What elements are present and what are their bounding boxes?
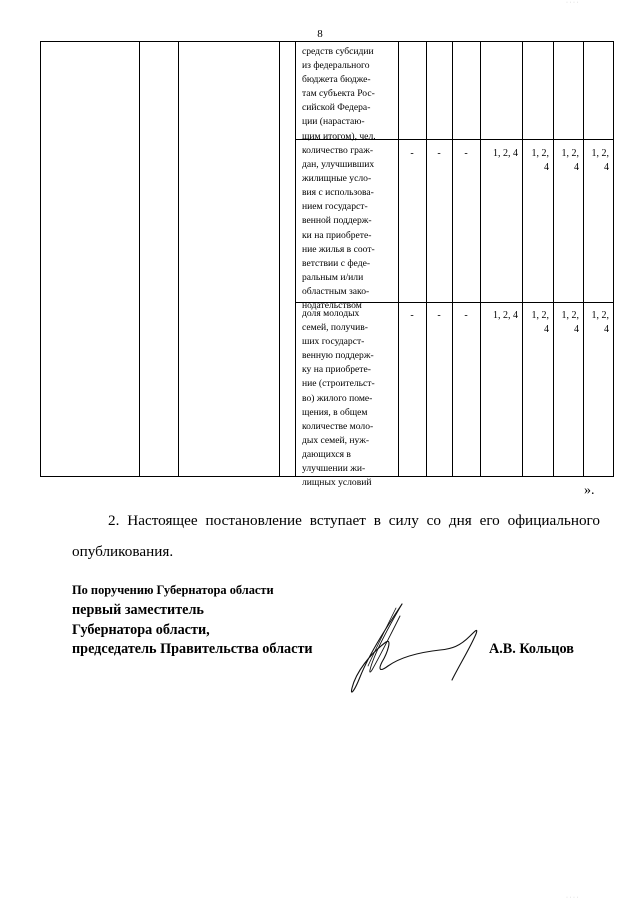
table-divider — [178, 41, 179, 477]
closing-quote: ». — [584, 483, 595, 498]
table-divider — [139, 41, 140, 477]
page-top-mark: · · · · — [566, 0, 579, 6]
indicator-cell: доля молодых семей, получив- ших государст- венную поддерж- ку на приобрете- ние (строительст- во) жилого поме- щения, в общем количестве моло- дых семей, нуж- дающихся в улучшении жи- лищных условий — [302, 308, 375, 489]
table-divider — [553, 41, 554, 477]
table-cell-value: 1, 2, 4 — [591, 148, 609, 173]
table-cell-value: - — [410, 148, 414, 159]
indicator-cell: средств субсидии из федерального бюджета бюдже- там субъекта Рос- сийской Федера- ции (нарастаю- щим итогом), чел. — [302, 46, 376, 142]
table-border-top — [40, 41, 614, 42]
paragraph-line: опубликования. — [72, 543, 174, 560]
table-cell-value: - — [464, 148, 468, 159]
signatory-name: А.В. Кольцов — [489, 641, 574, 657]
table-divider — [583, 41, 584, 477]
table-cell-value: 1, 2, 4 — [531, 310, 549, 335]
table-cell-value: 1, 2, 4 — [493, 148, 518, 159]
signatory-line: По поручению Губернатора области — [72, 583, 274, 597]
table-cell-value: 1, 2, 4 — [591, 310, 609, 335]
body-paragraph — [72, 505, 600, 567]
table-border-right — [613, 41, 614, 477]
handwritten-signature — [330, 592, 495, 702]
signatory-title: председатель Правительства области — [72, 641, 313, 657]
table-divider — [452, 41, 453, 477]
table-border-left — [40, 41, 41, 477]
paragraph-line: 2. Настоящее постановление вступает в силу со дня его официального — [108, 512, 600, 529]
table-divider — [522, 41, 523, 477]
table-cell-value: - — [437, 310, 441, 321]
indicator-cell: количество граж- дан, улучшивших жилищные усло- вия с использова- нием государст- венной поддерж- ки на приобрете- ние жилья в соот- ветствии с феде- ральным и/или областным зако- нодательством — [302, 145, 375, 312]
table-cell-value: 1, 2, 4 — [561, 310, 579, 335]
table-divider — [426, 41, 427, 477]
page-number: 8 — [317, 28, 323, 40]
table-divider — [279, 41, 280, 477]
signatory-title: первый заместитель — [72, 602, 204, 618]
table-cell-value: - — [410, 310, 414, 321]
table-cell-value: 1, 2, 4 — [531, 148, 549, 173]
table-cell-value: - — [437, 148, 441, 159]
table-divider — [398, 41, 399, 477]
table-cell-value: 1, 2, 4 — [493, 310, 518, 321]
signatory-title: Губернатора области, — [72, 622, 210, 638]
page-bottom-mark: · · · · — [566, 895, 579, 901]
table-cell-value: - — [464, 310, 468, 321]
table-divider — [295, 41, 296, 477]
table-cell-value: 1, 2, 4 — [561, 148, 579, 173]
table-divider — [480, 41, 481, 477]
